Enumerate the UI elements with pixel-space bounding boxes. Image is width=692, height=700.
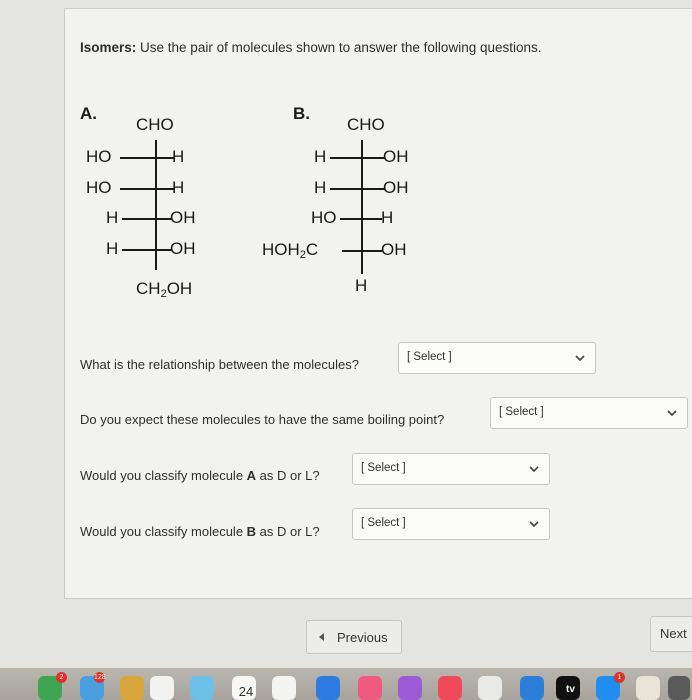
next-button[interactable] xyxy=(650,616,692,652)
chevron-down-icon xyxy=(529,465,539,473)
molecule-b-row1-left: H xyxy=(314,147,327,166)
pages-icon[interactable] xyxy=(636,676,660,700)
relationship-select-value: [ Select ] xyxy=(407,351,452,363)
boiling-point-select-value: [ Select ] xyxy=(499,406,544,418)
instructions-prefix: Isomers: xyxy=(80,40,137,55)
question-molecule-a-config: Would you classify molecule A as D or L? xyxy=(80,468,320,483)
app-store-badge: 1 xyxy=(614,672,625,683)
relationship-select[interactable] xyxy=(398,342,596,374)
molecule-b-row2-left: H xyxy=(314,178,327,197)
news-icon[interactable] xyxy=(438,676,462,700)
keynote-icon[interactable] xyxy=(520,676,544,700)
molecule-b-row3-right: H xyxy=(381,208,394,227)
molecule-b-row3-left: HO xyxy=(311,208,337,227)
previous-button[interactable] xyxy=(306,620,402,654)
mail-badge: 128 xyxy=(94,674,106,681)
molecule-b-config-select-value: [ Select ] xyxy=(361,517,406,529)
molecule-b-row2-right: OH xyxy=(383,178,409,197)
molecule-b-backbone xyxy=(361,140,363,274)
podcasts-icon[interactable] xyxy=(398,676,422,700)
music-icon[interactable] xyxy=(358,676,382,700)
molecule-b-row1-right: OH xyxy=(383,147,409,166)
molecule-a-row4-right: OH xyxy=(170,239,196,258)
molecule-a-row4-left: H xyxy=(106,239,119,258)
calendar-day: 24 xyxy=(238,684,254,699)
next-button-label: Next xyxy=(660,626,687,641)
molecule-a-bottom: $CH_2OH$ xyxy=(136,279,193,300)
molecule-a-config-select-value: [ Select ] xyxy=(361,462,406,474)
chevron-left-icon xyxy=(319,633,324,641)
molecule-a-row2-right: H xyxy=(172,178,185,197)
messages-badge: 2 xyxy=(56,672,67,683)
divider xyxy=(64,8,692,9)
molecule-b-bottom: H xyxy=(355,276,368,295)
question-relationship: What is the relationship between the molecules? xyxy=(80,357,359,372)
instructions-text: Use the pair of molecules shown to answer the following questions. xyxy=(136,40,542,55)
molecule-a-label: A. xyxy=(80,104,97,123)
reminders-icon[interactable] xyxy=(272,676,296,700)
molecule-b-top: CHO xyxy=(347,115,385,134)
molecule-a-row2-left: HO xyxy=(86,178,112,197)
molecule-a-top: CHO xyxy=(136,115,174,134)
contacts-icon[interactable] xyxy=(150,676,174,700)
molecule-b-row4-left: $HOH_2C$ xyxy=(262,240,319,261)
boiling-point-select[interactable] xyxy=(490,397,688,429)
chevron-down-icon xyxy=(575,354,585,362)
molecule-b-label: B. xyxy=(293,104,310,123)
molecule-b-row4-right: OH xyxy=(381,240,407,259)
instructions xyxy=(80,40,542,55)
chevron-down-icon xyxy=(667,409,677,417)
apple-tv-label: tv xyxy=(566,684,575,695)
chevron-down-icon xyxy=(529,520,539,528)
molecule-a-row3-right: OH xyxy=(170,208,196,227)
molecule-a-config-select[interactable] xyxy=(352,453,550,485)
maps-icon[interactable] xyxy=(190,676,214,700)
numbers-icon[interactable] xyxy=(478,676,502,700)
molecule-a-row1-left: HO xyxy=(86,147,112,166)
question-molecule-b-config: Would you classify molecule B as D or L? xyxy=(80,524,320,539)
question-boiling-point: Do you expect these molecules to have the same boiling point? xyxy=(80,412,445,427)
photos-icon[interactable] xyxy=(120,676,144,700)
previous-button-label: Previous xyxy=(337,630,388,645)
finder-icon[interactable] xyxy=(316,676,340,700)
molecule-a-row3-left: H xyxy=(106,208,119,227)
molecule-b-config-select[interactable] xyxy=(352,508,550,540)
molecule-a-row1-right: H xyxy=(172,147,185,166)
safari-icon[interactable] xyxy=(668,676,690,700)
